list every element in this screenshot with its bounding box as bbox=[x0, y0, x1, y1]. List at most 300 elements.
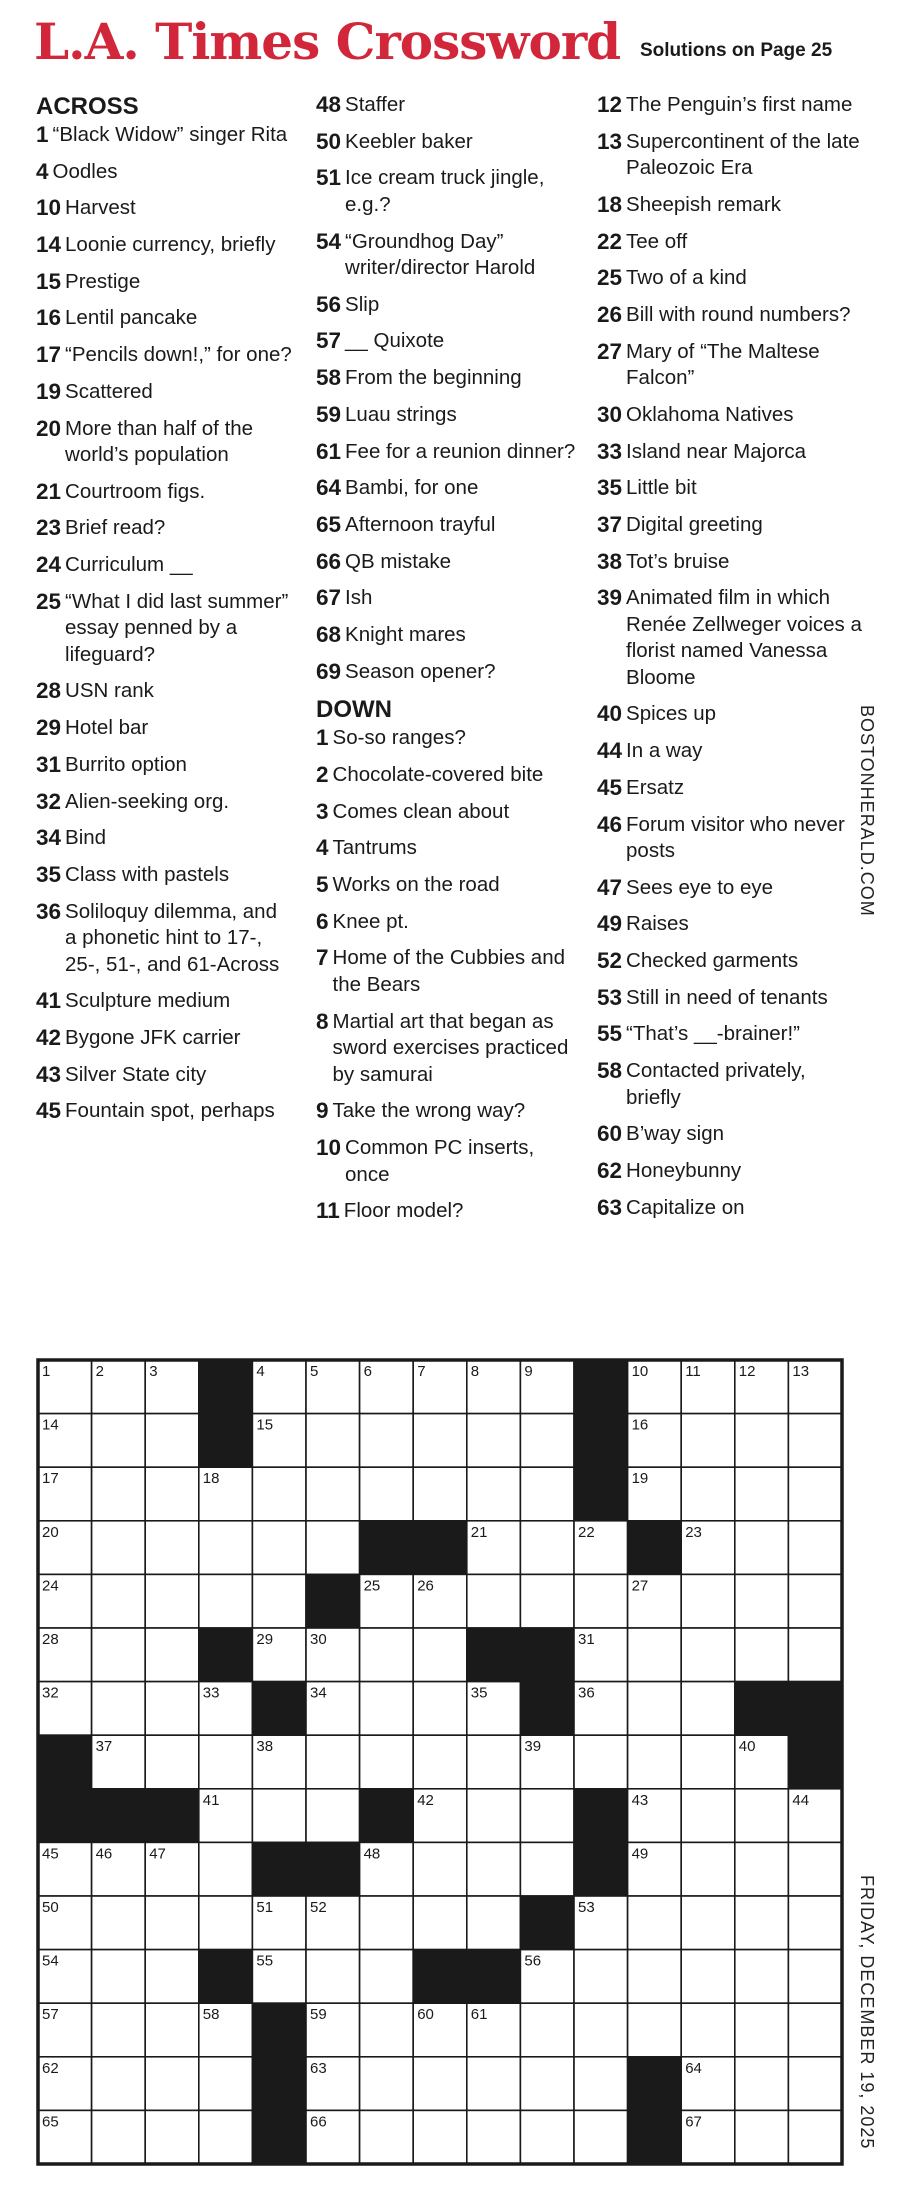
clue-text: Supercontinent of the late Paleozoic Era bbox=[626, 129, 860, 180]
grid-cell[interactable] bbox=[360, 1950, 414, 2004]
grid-cell[interactable] bbox=[145, 1682, 199, 1736]
cell-number: 59 bbox=[310, 2006, 327, 2024]
clue-number: 6 bbox=[316, 908, 329, 934]
cell-number: 35 bbox=[470, 1684, 488, 1702]
across-clue[interactable] bbox=[36, 715, 292, 742]
across-clue[interactable] bbox=[36, 552, 292, 579]
grid-cell[interactable] bbox=[520, 1467, 574, 1521]
across-clue[interactable] bbox=[36, 122, 292, 149]
down-clue[interactable] bbox=[597, 985, 865, 1012]
clue-text: Sculpture medium bbox=[65, 989, 231, 1013]
clue-text: “Pencils down!,” for one? bbox=[65, 343, 292, 367]
grid-cell[interactable] bbox=[360, 2057, 414, 2111]
grid-cell[interactable] bbox=[628, 1628, 682, 1682]
clue-text: Floor model? bbox=[343, 1199, 464, 1223]
grid-block bbox=[413, 1950, 467, 2004]
cell-number: 49 bbox=[631, 1845, 649, 1863]
down-clue[interactable] bbox=[597, 302, 865, 329]
grid-cell[interactable] bbox=[467, 1414, 521, 1468]
grid-cell[interactable] bbox=[681, 1735, 735, 1789]
clue-number: 42 bbox=[36, 1024, 62, 1050]
down-clue[interactable] bbox=[597, 339, 865, 392]
cell-number: 38 bbox=[256, 1738, 274, 1756]
grid-cell[interactable] bbox=[788, 1521, 842, 1575]
grid-cell[interactable] bbox=[788, 2110, 842, 2164]
clue-number: 26 bbox=[597, 301, 623, 327]
grid-cell[interactable] bbox=[681, 1414, 735, 1468]
grid-cell[interactable] bbox=[788, 1950, 842, 2004]
grid-cell[interactable] bbox=[199, 2110, 253, 2164]
clue-text: Luau strings bbox=[345, 402, 457, 426]
grid-cell[interactable] bbox=[735, 1574, 789, 1628]
cell-number: 30 bbox=[310, 1631, 327, 1648]
clue-number: 60 bbox=[597, 1121, 623, 1147]
grid-cell[interactable] bbox=[628, 1735, 682, 1789]
across-clue[interactable] bbox=[36, 752, 292, 779]
grid-cell[interactable] bbox=[735, 2110, 789, 2164]
down-clue[interactable] bbox=[597, 549, 865, 576]
grid-cell[interactable] bbox=[199, 1735, 253, 1789]
grid-cell[interactable] bbox=[199, 1574, 253, 1628]
grid-cell[interactable] bbox=[360, 1414, 414, 1468]
down-clue[interactable] bbox=[597, 265, 865, 292]
grid-cell[interactable] bbox=[788, 2057, 842, 2111]
clue-number: 17 bbox=[36, 342, 62, 368]
clue-number: 44 bbox=[597, 738, 623, 764]
down-clue[interactable] bbox=[316, 1198, 578, 1225]
clue-number: 8 bbox=[316, 1008, 329, 1034]
down-clue[interactable] bbox=[597, 701, 865, 728]
grid-cell[interactable] bbox=[145, 1574, 199, 1628]
across-clue[interactable] bbox=[316, 328, 578, 355]
grid-cell[interactable] bbox=[92, 2003, 146, 2057]
grid-cell[interactable] bbox=[252, 1789, 306, 1843]
down-clue[interactable] bbox=[597, 911, 865, 938]
cell-number: 17 bbox=[42, 1470, 59, 1488]
down-clue[interactable] bbox=[597, 92, 865, 119]
cell-number: 43 bbox=[631, 1791, 649, 1809]
clue-number: 21 bbox=[36, 478, 62, 504]
clue-text: “That’s __-brainer!” bbox=[626, 1022, 800, 1046]
clue-number: 28 bbox=[36, 678, 62, 704]
grid-cell[interactable] bbox=[92, 1950, 146, 2004]
grid-cell[interactable] bbox=[467, 1574, 521, 1628]
grid-cell[interactable] bbox=[735, 1896, 789, 1950]
down-clue[interactable] bbox=[316, 1009, 578, 1089]
clue-number: 4 bbox=[36, 158, 49, 184]
cell-number: 41 bbox=[202, 1791, 220, 1809]
grid-cell[interactable] bbox=[467, 1789, 521, 1843]
cell-number: 63 bbox=[310, 2059, 327, 2077]
grid-cell[interactable] bbox=[788, 1574, 842, 1628]
grid-block bbox=[520, 1682, 574, 1736]
clue-text: Slip bbox=[345, 292, 380, 316]
issue-date: FRIDAY, DECEMBER 19, 2025 bbox=[857, 1875, 877, 2150]
across-clue[interactable] bbox=[36, 589, 292, 669]
clue-number: 32 bbox=[36, 788, 62, 814]
clue-text: Chocolate-covered bite bbox=[332, 763, 544, 786]
cell-number: 27 bbox=[631, 1577, 649, 1595]
grid-cell[interactable] bbox=[574, 1950, 628, 2004]
clue-text: Oodles bbox=[52, 159, 118, 183]
grid-block bbox=[92, 1789, 146, 1843]
cell-number: 12 bbox=[738, 1363, 756, 1380]
grid-cell[interactable] bbox=[735, 2057, 789, 2111]
grid-cell[interactable] bbox=[681, 1682, 735, 1736]
across-clue[interactable] bbox=[316, 585, 578, 612]
grid-cell[interactable] bbox=[735, 1789, 789, 1843]
grid-cell[interactable] bbox=[145, 1467, 199, 1521]
across-clue[interactable] bbox=[316, 229, 578, 282]
cell-number: 55 bbox=[256, 1952, 274, 1970]
cell-number: 7 bbox=[417, 1363, 426, 1380]
clue-text: “What I did last summer” essay penned by a lifeguard? bbox=[65, 589, 289, 666]
across-clue[interactable] bbox=[316, 475, 578, 502]
across-clue[interactable] bbox=[36, 159, 292, 186]
grid-cell[interactable] bbox=[467, 1735, 521, 1789]
grid-block bbox=[520, 1896, 574, 1950]
clue-text: More than half of the world’s population bbox=[65, 416, 254, 466]
grid-block bbox=[628, 2110, 682, 2164]
cell-number: 44 bbox=[792, 1791, 810, 1809]
grid-cell[interactable] bbox=[788, 1896, 842, 1950]
clue-text: Ish bbox=[345, 586, 373, 610]
across-clue[interactable] bbox=[316, 622, 578, 649]
across-clue[interactable] bbox=[316, 512, 578, 539]
across-clue[interactable] bbox=[316, 92, 578, 119]
grid-cell[interactable] bbox=[145, 1521, 199, 1575]
grid-cell[interactable] bbox=[413, 1896, 467, 1950]
grid-cell[interactable] bbox=[735, 1842, 789, 1896]
clue-text: Tantrums bbox=[332, 836, 417, 860]
clue-number: 3 bbox=[316, 798, 329, 824]
grid-cell[interactable] bbox=[788, 2003, 842, 2057]
clue-number: 68 bbox=[316, 621, 342, 647]
clue-number: 52 bbox=[597, 948, 623, 974]
cell-number: 24 bbox=[42, 1577, 59, 1595]
grid-cell[interactable] bbox=[92, 1682, 146, 1736]
grid-cell[interactable] bbox=[520, 1789, 574, 1843]
grid-cell[interactable] bbox=[681, 1574, 735, 1628]
grid-cell[interactable] bbox=[413, 1682, 467, 1736]
grid-cell[interactable] bbox=[681, 2003, 735, 2057]
grid-cell[interactable] bbox=[92, 1414, 146, 1468]
grid-cell[interactable] bbox=[788, 1467, 842, 1521]
clue-number: 40 bbox=[597, 701, 623, 727]
across-clue[interactable] bbox=[316, 165, 578, 218]
grid-cell[interactable] bbox=[520, 2003, 574, 2057]
cell-number: 14 bbox=[42, 1416, 59, 1434]
clue-number: 5 bbox=[316, 872, 329, 898]
grid-cell[interactable] bbox=[520, 1521, 574, 1575]
grid-cell[interactable] bbox=[306, 1789, 360, 1843]
down-clue[interactable] bbox=[597, 1058, 865, 1111]
grid-cell[interactable] bbox=[199, 1521, 253, 1575]
grid-cell[interactable] bbox=[360, 1628, 414, 1682]
clue-number: 37 bbox=[597, 511, 623, 537]
across-clue[interactable] bbox=[316, 439, 578, 466]
clue-number: 45 bbox=[597, 774, 623, 800]
clue-text: Hotel bar bbox=[65, 716, 149, 740]
clue-number: 61 bbox=[316, 438, 342, 464]
across-clue[interactable] bbox=[36, 195, 292, 222]
grid-cell[interactable] bbox=[788, 1414, 842, 1468]
down-clue[interactable] bbox=[316, 725, 578, 752]
clue-text: Burrito option bbox=[65, 752, 187, 776]
grid-cell[interactable] bbox=[413, 1628, 467, 1682]
across-clue[interactable] bbox=[316, 365, 578, 392]
clue-text: Prestige bbox=[65, 269, 141, 293]
down-clue[interactable] bbox=[597, 129, 865, 182]
clue-text: Home of the Cubbies and the Bears bbox=[332, 946, 565, 996]
grid-cell[interactable] bbox=[92, 1521, 146, 1575]
clue-number: 54 bbox=[316, 228, 342, 254]
grid-cell[interactable] bbox=[252, 1521, 306, 1575]
grid-cell[interactable] bbox=[788, 1628, 842, 1682]
grid-cell[interactable] bbox=[467, 1467, 521, 1521]
across-clue[interactable] bbox=[316, 402, 578, 429]
grid-cell[interactable] bbox=[628, 2003, 682, 2057]
grid-cell[interactable] bbox=[92, 1628, 146, 1682]
down-clue[interactable] bbox=[597, 1021, 865, 1048]
across-clue[interactable] bbox=[36, 515, 292, 542]
clue-number: 29 bbox=[36, 715, 62, 741]
grid-cell[interactable] bbox=[628, 1682, 682, 1736]
grid-cell[interactable] bbox=[628, 1896, 682, 1950]
down-clue[interactable] bbox=[316, 872, 578, 899]
grid-block bbox=[574, 1467, 628, 1521]
clue-text: __ Quixote bbox=[345, 329, 445, 353]
grid-cell[interactable] bbox=[735, 1521, 789, 1575]
cell-number: 1 bbox=[42, 1363, 51, 1380]
clue-number: 48 bbox=[316, 92, 342, 117]
clue-text: Ersatz bbox=[626, 775, 685, 799]
cell-number: 46 bbox=[95, 1845, 113, 1863]
down-clue[interactable] bbox=[597, 229, 865, 256]
grid-cell[interactable] bbox=[306, 1467, 360, 1521]
grid-cell[interactable] bbox=[92, 2057, 146, 2111]
across-clue[interactable] bbox=[316, 549, 578, 576]
grid-cell[interactable] bbox=[145, 2003, 199, 2057]
grid-cell[interactable] bbox=[252, 1574, 306, 1628]
down-clue[interactable] bbox=[597, 402, 865, 429]
grid-cell[interactable] bbox=[145, 2110, 199, 2164]
grid-cell[interactable] bbox=[735, 1414, 789, 1468]
grid-cell[interactable] bbox=[145, 1896, 199, 1950]
clue-text: B’way sign bbox=[626, 1122, 725, 1146]
clue-text: Ice cream truck jingle, e.g.? bbox=[345, 166, 545, 216]
grid-cell[interactable] bbox=[92, 1574, 146, 1628]
down-clue[interactable] bbox=[597, 948, 865, 975]
cell-number: 11 bbox=[685, 1363, 701, 1380]
clue-number: 33 bbox=[597, 438, 623, 464]
clue-number: 43 bbox=[36, 1061, 62, 1087]
grid-cell[interactable] bbox=[681, 1628, 735, 1682]
down-clue[interactable] bbox=[597, 775, 865, 802]
across-clue[interactable] bbox=[36, 232, 292, 259]
grid-cell[interactable] bbox=[199, 1842, 253, 1896]
cell-number: 39 bbox=[524, 1738, 542, 1756]
across-clue[interactable] bbox=[36, 305, 292, 332]
grid-cell[interactable] bbox=[92, 1896, 146, 1950]
down-clue[interactable] bbox=[316, 835, 578, 862]
grid-cell[interactable] bbox=[92, 2110, 146, 2164]
grid-cell[interactable] bbox=[413, 1467, 467, 1521]
crossword-grid[interactable] bbox=[36, 1358, 844, 2166]
grid-cell[interactable] bbox=[467, 2057, 521, 2111]
grid-cell[interactable] bbox=[735, 1950, 789, 2004]
clue-number: 45 bbox=[36, 1098, 62, 1124]
grid-block bbox=[788, 1735, 842, 1789]
grid-cell[interactable] bbox=[681, 1950, 735, 2004]
grid-cell[interactable] bbox=[145, 1414, 199, 1468]
across-clue[interactable] bbox=[36, 342, 292, 369]
down-clue[interactable] bbox=[597, 875, 865, 902]
clue-number: 34 bbox=[36, 825, 62, 851]
grid-cell[interactable] bbox=[574, 1735, 628, 1789]
clue-number: 58 bbox=[316, 365, 342, 391]
clue-text: Bambi, for one bbox=[345, 476, 479, 500]
grid-cell[interactable] bbox=[574, 2110, 628, 2164]
grid-cell[interactable] bbox=[520, 2110, 574, 2164]
grid-cell[interactable] bbox=[306, 1521, 360, 1575]
clue-text: Little bit bbox=[626, 476, 697, 500]
grid-cell[interactable] bbox=[360, 1467, 414, 1521]
grid-cell[interactable] bbox=[520, 2057, 574, 2111]
down-clue[interactable] bbox=[597, 439, 865, 466]
grid-cell[interactable] bbox=[413, 2110, 467, 2164]
down-clue[interactable] bbox=[597, 812, 865, 865]
grid-cell[interactable] bbox=[92, 1467, 146, 1521]
across-clue[interactable] bbox=[36, 789, 292, 816]
clue-number: 27 bbox=[597, 338, 623, 364]
grid-cell[interactable] bbox=[735, 2003, 789, 2057]
across-clue[interactable] bbox=[36, 479, 292, 506]
grid-cell[interactable] bbox=[467, 2110, 521, 2164]
grid-cell[interactable] bbox=[574, 1574, 628, 1628]
grid-cell[interactable] bbox=[413, 1414, 467, 1468]
grid-cell[interactable] bbox=[145, 2057, 199, 2111]
grid-cell[interactable] bbox=[681, 1896, 735, 1950]
grid-cell[interactable] bbox=[735, 1628, 789, 1682]
across-clue[interactable] bbox=[36, 899, 292, 979]
down-clue[interactable] bbox=[316, 762, 578, 789]
grid-cell[interactable] bbox=[735, 1467, 789, 1521]
clue-text: Works on the road bbox=[332, 873, 500, 897]
grid-cell[interactable] bbox=[360, 1682, 414, 1736]
grid-cell[interactable] bbox=[520, 1414, 574, 1468]
cell-number: 42 bbox=[417, 1791, 434, 1809]
across-clue[interactable] bbox=[36, 1025, 292, 1052]
across-clue[interactable] bbox=[316, 292, 578, 319]
down-clue[interactable] bbox=[597, 1121, 865, 1148]
grid-cell[interactable] bbox=[360, 2003, 414, 2057]
grid-cell[interactable] bbox=[306, 1950, 360, 2004]
down-clue[interactable] bbox=[597, 192, 865, 219]
grid-cell[interactable] bbox=[520, 1842, 574, 1896]
across-clue[interactable] bbox=[36, 862, 292, 889]
clue-text: Harvest bbox=[65, 196, 136, 220]
down-heading: DOWN bbox=[316, 696, 392, 724]
cell-number: 2 bbox=[95, 1363, 104, 1380]
grid-cell[interactable] bbox=[467, 1896, 521, 1950]
grid-block bbox=[735, 1682, 789, 1736]
across-clue[interactable] bbox=[36, 678, 292, 705]
grid-cell[interactable] bbox=[413, 1842, 467, 1896]
across-clue[interactable] bbox=[316, 659, 578, 686]
grid-cell[interactable] bbox=[467, 1842, 521, 1896]
clue-text: Soliloquy dilemma, and a phonetic hint to 17-, 25-, 51-, and 61-Across bbox=[65, 899, 280, 976]
across-clue[interactable] bbox=[316, 129, 578, 156]
grid-cell[interactable] bbox=[520, 1574, 574, 1628]
grid-cell[interactable] bbox=[145, 1628, 199, 1682]
grid-cell[interactable] bbox=[681, 1842, 735, 1896]
grid-cell[interactable] bbox=[252, 1467, 306, 1521]
grid-cell[interactable] bbox=[360, 1896, 414, 1950]
cell-number: 4 bbox=[256, 1363, 265, 1380]
grid-cell[interactable] bbox=[306, 1414, 360, 1468]
grid-cell[interactable] bbox=[788, 1842, 842, 1896]
across-clue[interactable] bbox=[36, 379, 292, 406]
grid-block bbox=[38, 1789, 92, 1843]
cell-number: 57 bbox=[42, 2006, 59, 2024]
cell-number: 60 bbox=[417, 2006, 434, 2024]
across-clue[interactable] bbox=[36, 825, 292, 852]
cell-number: 34 bbox=[310, 1684, 327, 1702]
grid-cell[interactable] bbox=[360, 2110, 414, 2164]
clue-text: Capitalize on bbox=[626, 1195, 745, 1219]
down-clue[interactable] bbox=[316, 909, 578, 936]
grid-cell[interactable] bbox=[199, 1896, 253, 1950]
grid-cell[interactable] bbox=[628, 1950, 682, 2004]
grid-cell[interactable] bbox=[360, 1735, 414, 1789]
down-clue[interactable] bbox=[597, 738, 865, 765]
grid-cell[interactable] bbox=[681, 1467, 735, 1521]
grid-cell[interactable] bbox=[681, 1789, 735, 1843]
down-clue[interactable] bbox=[597, 1158, 865, 1185]
grid-cell[interactable] bbox=[574, 2057, 628, 2111]
clue-text: Tee off bbox=[626, 229, 688, 253]
across-clue[interactable] bbox=[36, 988, 292, 1015]
grid-cell[interactable] bbox=[306, 1735, 360, 1789]
down-clue[interactable] bbox=[597, 512, 865, 539]
clue-text: Checked garments bbox=[626, 949, 799, 973]
grid-cell[interactable] bbox=[145, 1950, 199, 2004]
across-clue[interactable] bbox=[36, 1062, 292, 1089]
down-clue[interactable] bbox=[316, 799, 578, 826]
grid-cell[interactable] bbox=[145, 1735, 199, 1789]
across-clue[interactable] bbox=[36, 1098, 292, 1125]
across-clue[interactable] bbox=[36, 416, 292, 469]
down-clue[interactable] bbox=[316, 945, 578, 998]
clue-text: Keebler baker bbox=[345, 129, 473, 153]
grid-cell[interactable] bbox=[413, 2057, 467, 2111]
down-clue[interactable] bbox=[316, 1098, 578, 1125]
clue-number: 25 bbox=[597, 265, 623, 291]
grid-cell[interactable] bbox=[413, 1735, 467, 1789]
down-clue[interactable] bbox=[597, 1195, 865, 1222]
clue-text: Fountain spot, perhaps bbox=[65, 1099, 275, 1123]
down-clue[interactable] bbox=[316, 1135, 578, 1188]
grid-cell[interactable] bbox=[199, 2057, 253, 2111]
grid-cell[interactable] bbox=[574, 2003, 628, 2057]
clue-number: 67 bbox=[316, 585, 342, 611]
down-clue[interactable] bbox=[597, 585, 865, 691]
clue-number: 10 bbox=[316, 1135, 342, 1160]
across-clue[interactable] bbox=[36, 269, 292, 296]
down-clue[interactable] bbox=[597, 475, 865, 502]
cell-number: 18 bbox=[202, 1470, 220, 1488]
